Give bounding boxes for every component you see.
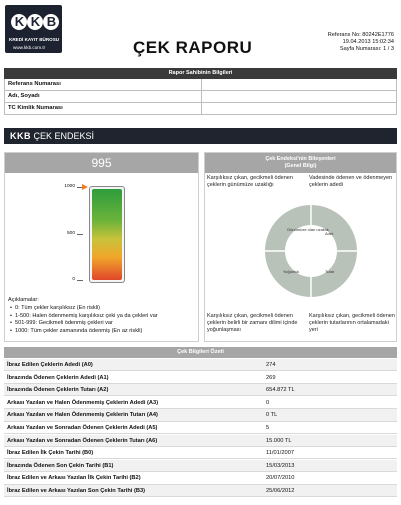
owner-section-heading: Rapor Sahibinin Bilgileri (4, 68, 397, 79)
legend-item: • 1-500: Halen ödenmemiş karşılıksız çeki ya da çekleri var (8, 313, 158, 321)
cek-endeksi-banner (4, 128, 397, 144)
summary-value: 5 (266, 425, 270, 431)
legend-item: • 1000: Tüm çekler zamanında ödenmiş (En az riskli) (8, 328, 158, 336)
reference-number: Referans No: 80242E1776 (327, 32, 394, 38)
page-number: Sayfa Numarası: 1 / 3 (339, 46, 394, 52)
summary-label: Arkası Yazılan ve Halen Ödenmemiş Çeklerin Tutarı (A4) (7, 412, 158, 419)
table-row (4, 472, 397, 484)
gauge-tick-label: 1000 (64, 184, 75, 189)
caption-top-right: Vadesinde ödenen ve ödenmeyen çeklerin adedi (309, 175, 393, 188)
gauge-tick-label: 0 (72, 277, 75, 282)
table-row (4, 422, 397, 434)
table-row (4, 460, 397, 472)
summary-value: 269 (266, 374, 276, 381)
caption-bottom-right: Karşılıksız çıkan, gecikmeli ödenen çeklerin tutarlarının ortalamadaki yeri (309, 313, 395, 333)
summary-label: Arkası Yazılan ve Sonradan Ödenen Çeklerin Tutarı (A6) (7, 437, 158, 444)
table-row (4, 409, 397, 421)
legend-title: Açıklamalar: (8, 297, 39, 303)
gauge-tick-label: 500 (66, 231, 75, 236)
score-panel (4, 152, 199, 342)
legend-item: • 0: Tüm çekler karşılıksız (En riskli) (8, 305, 158, 313)
summary-value: 274 (266, 362, 276, 368)
table-row (4, 435, 397, 447)
table-row (4, 384, 397, 396)
banner-product: ÇEK ENDEKSİ (33, 131, 95, 141)
owner-label: Referans Numarası (8, 81, 61, 87)
logo-letter-2: K (27, 14, 43, 30)
owner-value (201, 91, 397, 102)
segment-label: Adet (325, 231, 334, 236)
score-gauge-fill (92, 189, 122, 280)
score-gauge (89, 186, 125, 283)
table-row (4, 447, 397, 459)
owner-value (201, 103, 397, 114)
segment-label: Tutar (325, 269, 335, 274)
summary-label: İbrazında Ödenen Çeklerin Tutarı (A2) (7, 387, 109, 394)
summary-label: İbrazında Ödenen Çeklerin Adedi (A1) (7, 374, 109, 381)
report-meta (328, 32, 394, 53)
table-row (4, 372, 397, 384)
banner-brand: KKB (10, 131, 31, 141)
summary-value: 25/06/2012 (266, 488, 295, 494)
owner-label: TC Kimlik Numarası (8, 105, 63, 111)
gauge-tick (77, 234, 83, 235)
summary-value: 20/07/2010 (266, 475, 295, 482)
gauge-tick (77, 280, 83, 281)
report-date: 19.04.2013 15:02:34 (342, 39, 394, 45)
kkb-logo (5, 5, 62, 53)
components-panel (204, 152, 397, 342)
logo-letter-3: B (43, 14, 59, 30)
components-donut (261, 201, 361, 301)
owner-value (201, 79, 397, 90)
logo-subtitle: KREDİ KAYIT BÜROSU (9, 37, 60, 42)
components-title: Çek Endeksi'nin Bileşenleri (265, 156, 336, 162)
table-row (4, 397, 397, 409)
score-marker-icon (82, 184, 88, 190)
caption-bottom-left: Karşılıksız çıkan, gecikmeli ödenen çeklerin belirli bir zamanı dilimi içinde yoğunlaşması (207, 313, 298, 333)
caption-top-left: Karşılıksız çıkan, gecikmeli ödenen çeklerin günümüze uzaklığı (207, 175, 293, 188)
table-row (4, 359, 397, 371)
summary-label: İbraz Edilen İlk Çekin Tarihi (B0) (7, 450, 94, 457)
summary-value: 15.000 TL (266, 437, 292, 444)
components-heading (205, 153, 396, 173)
table-row (4, 485, 397, 497)
summary-label: İbraz Edilen Çeklerin Adedi (A0) (7, 362, 93, 368)
logo-letter-1: K (11, 14, 27, 30)
owner-label: Adı, Soyadı (8, 93, 40, 99)
owner-row-reference (4, 79, 397, 91)
summary-label: İbraz Edilen ve Arkası Yazılan Son Çekin Tarihi (B3) (7, 488, 146, 494)
components-subtitle: (Genel Bilgi) (284, 163, 317, 169)
summary-label: İbraz Edilen ve Arkası Yazılan İlk Çekin Tarihi (B2) (7, 475, 141, 482)
summary-value: 654.872 TL (266, 387, 295, 394)
summary-heading: Çek Bilgileri Özeti (4, 347, 397, 358)
summary-value: 15/03/2013 (266, 462, 295, 469)
owner-row-name (4, 91, 397, 103)
logo-url: www.kkb.com.tr (13, 45, 46, 50)
summary-label: İbrazında Ödenen Son Çekin Tarihi (B1) (7, 462, 114, 469)
page-title: ÇEK RAPORU (133, 38, 253, 57)
score-value: 995 (5, 153, 198, 173)
summary-label: Arkası Yazılan ve Halen Ödenmemiş Çeklerin Adedi (A3) (7, 399, 159, 406)
legend-item: • 501-999: Gecikmeli ödenmiş çekleri var (8, 320, 158, 328)
segment-label: Günümüze olan uzaklık (287, 227, 329, 232)
donut-ring (275, 215, 347, 287)
summary-value: 0 (266, 399, 270, 406)
segment-label: Yoğunluk (283, 269, 300, 274)
summary-value: 0 TL (266, 412, 278, 419)
logo-mark (11, 8, 59, 36)
summary-value: 11/01/2007 (266, 450, 295, 457)
owner-row-tckn (4, 103, 397, 115)
summary-label: Arkası Yazılan ve Sonradan Ödenen Çeklerin Adedi (A5) (7, 425, 158, 431)
score-legend (8, 305, 158, 335)
